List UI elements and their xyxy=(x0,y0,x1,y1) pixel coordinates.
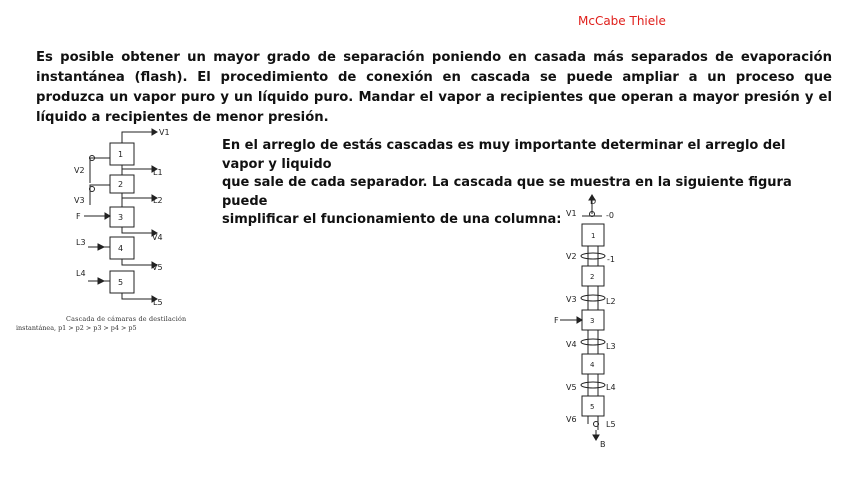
stage-1-label: 1 xyxy=(591,232,596,240)
stage-3-label: 3 xyxy=(118,213,124,222)
v4-line xyxy=(122,227,152,233)
figure-caption xyxy=(16,315,216,333)
stage-5-label: 5 xyxy=(590,403,595,411)
stage-2-label: 2 xyxy=(590,273,595,281)
l2-label: L2 xyxy=(606,297,616,306)
feed-label: F xyxy=(76,212,81,221)
intro-paragraph xyxy=(36,48,832,128)
l1-line xyxy=(122,165,152,169)
stage-5-label: 5 xyxy=(118,278,124,287)
v4-label: V4 xyxy=(152,233,163,242)
v1-label: V1 xyxy=(159,128,170,137)
v5-line xyxy=(122,259,152,265)
v2-label: V2 xyxy=(74,166,85,175)
column-cascade-figure xyxy=(552,192,662,454)
v1-label: V1 xyxy=(566,209,577,218)
l2-label: L2 xyxy=(153,196,163,205)
v5-label: V5 xyxy=(152,263,163,272)
feed-arrow xyxy=(577,317,582,323)
feed-label: F xyxy=(554,316,559,325)
l0-label: -0 xyxy=(606,211,614,220)
stage-4-label: 4 xyxy=(590,361,595,369)
v2-line xyxy=(90,158,110,183)
slide-title: McCabe Thiele xyxy=(578,14,666,28)
flash-cascade-figure xyxy=(60,123,190,308)
valve-icon xyxy=(98,278,104,284)
v3-label: V3 xyxy=(74,196,85,205)
intro-line: Es posible obtener un mayor grado de separación poniendo en casada más separados de evaporación instantánea (flash). xyxy=(36,50,832,85)
stage-3-label: 3 xyxy=(590,317,595,325)
v2-label: V2 xyxy=(566,252,577,261)
l1-label: -1 xyxy=(607,255,615,264)
cascade-paragraph xyxy=(222,137,822,230)
v1-arrow xyxy=(152,129,157,135)
v3-label: V3 xyxy=(566,295,577,304)
valve-icon xyxy=(98,244,104,250)
l4-label: L4 xyxy=(606,383,616,392)
stage-1-label: 1 xyxy=(118,150,124,159)
caption-line: instantánea, p1 > p2 > p3 > p4 > p5 xyxy=(16,324,137,332)
l4-label: L4 xyxy=(76,269,86,278)
caption-line: Cascada de cámaras de destilación xyxy=(66,315,187,323)
paragraph-line: simplificar el funcionamiento de una columna: xyxy=(222,212,562,227)
b-arrow xyxy=(593,435,599,440)
stage-4-label: 4 xyxy=(118,244,124,253)
d-label: D xyxy=(590,197,597,206)
intro-line: Mandar el vapor a recipientes que operan a mayor presión y el líquido a recipientes de menor presión. xyxy=(36,90,832,125)
b-label: B xyxy=(600,440,606,449)
v4-label: V4 xyxy=(566,340,577,349)
intro-line: El procedimiento de conexión en cascada se puede ampliar a un proceso que produzca un vapor puro y un líquido puro. xyxy=(36,70,832,105)
paragraph-line: En el arreglo de estás cascadas es muy importante determinar el arreglo del vapor y liquido xyxy=(222,138,786,172)
stage-2-label: 2 xyxy=(118,180,124,189)
l2-line xyxy=(122,193,152,198)
v1-line xyxy=(122,132,152,143)
l1-label: L1 xyxy=(153,168,163,177)
loop-connector xyxy=(581,253,605,259)
l3-label: L3 xyxy=(606,342,616,351)
loop-connector xyxy=(581,382,605,388)
feed-arrow xyxy=(105,213,110,219)
v5-label: V5 xyxy=(566,383,577,392)
loop-connector xyxy=(581,339,605,345)
l5-line xyxy=(122,293,152,299)
v6-label: V6 xyxy=(566,415,577,424)
paragraph-line: que sale de cada separador. La cascada que se muestra en la siguiente figura puede xyxy=(222,175,792,209)
loop-connector xyxy=(581,295,605,301)
l5-label: L5 xyxy=(153,298,163,307)
l3-label: L3 xyxy=(76,238,86,247)
l5-label: L5 xyxy=(606,420,616,429)
v3-line xyxy=(90,185,110,205)
